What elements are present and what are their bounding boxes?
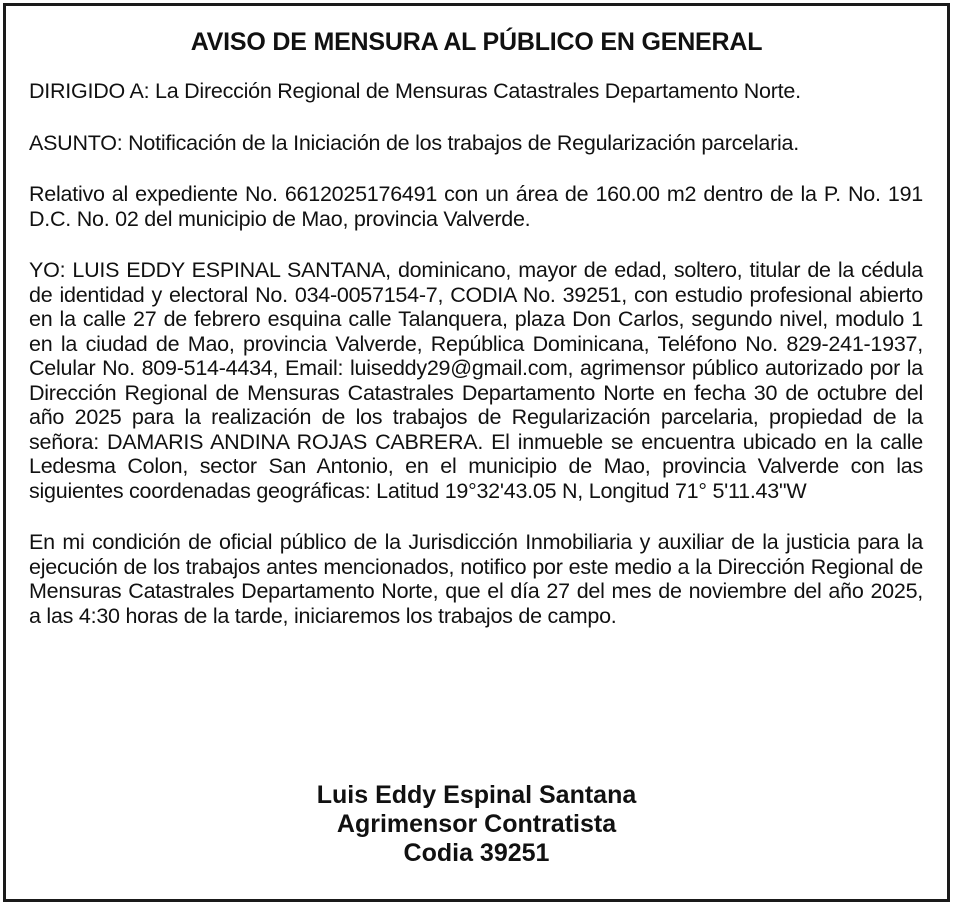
- notice-box: [3, 3, 950, 902]
- signature-codia: Codia 39251: [403, 839, 550, 867]
- paragraph-notification: En mi condición de oficial público de la Jurisdicción Inmobiliaria y auxiliar de la justicia para la ejecución de los trabajos antes mencionados, notifico por este medio a la Dirección Regional de Mensuras Catastrales Departamento Norte, que el día 27 del mes de noviembre del año 2025, a las 4:30 horas de la tarde, iniciaremos los trabajos de campo.: [29, 530, 923, 628]
- paragraph-expediente: Relativo al expediente No. 6612025176491 con un área de 160.00 m2 dentro de la P. No. 191 D.C. No. 02 del municipio de Mao, provincia Valverde.: [29, 182, 923, 231]
- notice-body: [29, 79, 923, 655]
- signature-role: Agrimensor Contratista: [336, 810, 617, 838]
- notice-title: AVISO DE MENSURA AL PÚBLICO EN GENERAL: [190, 28, 763, 56]
- paragraph-declarant: YO: LUIS EDDY ESPINAL SANTANA, dominicano, mayor de edad, soltero, titular de la cédula de identidad y electoral No. 034-0057154-7, CODIA No. 39251, con estudio profesional abierto en la calle 27 de febrero esquina calle Talanquera, plaza Don Carlos, segundo nivel, modulo 1 en la ciudad de Mao, provincia Valverde, República Dominicana, Teléfono No. 829-241-1937, Celular No. 809-514-4434, Email: luiseddy29@gmail.com, agrimensor público autorizado por la Dirección Regional de Mensuras Catastrales Departamento Norte en fecha 30 de octubre del año 2025 para la realización de los trabajos de Regularización parcelaria, propiedad de la señora: DAMARIS ANDINA ROJAS CABRERA. El inmueble se encuentra ubicado en la calle Ledesma Colon, sector San Antonio, en el municipio de Mao, provincia Valverde con las siguientes coordenadas geográficas: Latitud 19°32'43.05 N, Longitud 71° 5'11.43"W: [29, 258, 923, 503]
- paragraph-dirigido: DIRIGIDO A: La Dirección Regional de Mensuras Catastrales Departamento Norte.: [29, 79, 801, 103]
- paragraph-asunto: ASUNTO: Notificación de la Iniciación de los trabajos de Regularización parcelaria.: [29, 130, 799, 155]
- signature-block: [6, 781, 947, 868]
- signature-name: Luis Eddy Espinal Santana: [316, 781, 637, 809]
